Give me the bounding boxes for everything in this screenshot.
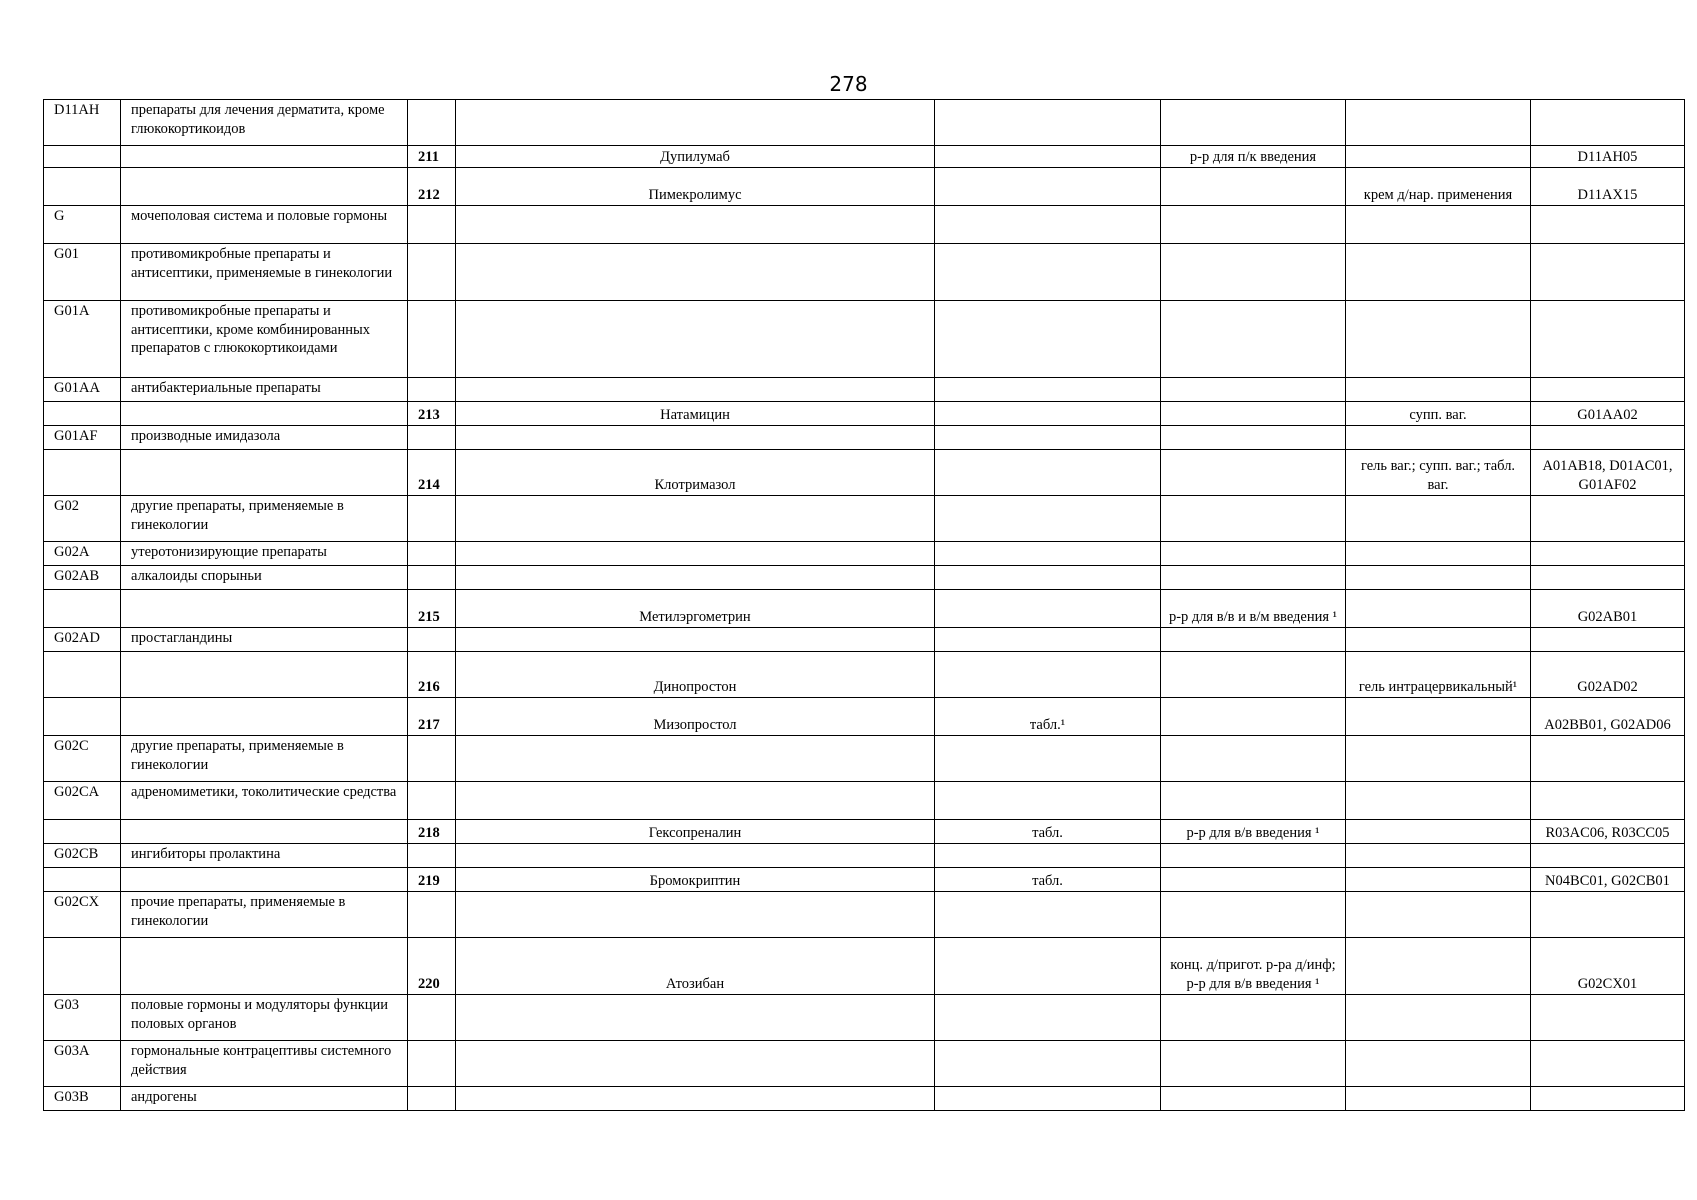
form-injection-cell	[1161, 378, 1346, 402]
code-cell: G02CX	[44, 892, 121, 938]
drug-name-cell	[456, 426, 935, 450]
description-cell	[121, 938, 408, 995]
form-other-cell	[1346, 301, 1531, 378]
form-other-cell	[1346, 782, 1531, 820]
description-cell: мочеполовая система и половые гормоны	[121, 206, 408, 244]
form-injection-cell	[1161, 100, 1346, 146]
form-tablet-cell	[935, 566, 1161, 590]
form-injection-cell	[1161, 628, 1346, 652]
form-other-cell	[1346, 938, 1531, 995]
drug-name-cell	[456, 782, 935, 820]
form-tablet-cell	[935, 496, 1161, 542]
number-cell	[408, 844, 456, 868]
table-row	[44, 1087, 1685, 1111]
drug-name-cell	[456, 542, 935, 566]
form-tablet-cell	[935, 378, 1161, 402]
form-injection-cell	[1161, 206, 1346, 244]
number-cell	[408, 566, 456, 590]
description-cell	[121, 168, 408, 206]
form-tablet-cell	[935, 590, 1161, 628]
form-other-cell	[1346, 590, 1531, 628]
form-injection-cell	[1161, 652, 1346, 698]
form-injection-cell	[1161, 542, 1346, 566]
table-row	[44, 206, 1685, 244]
form-injection-cell	[1161, 1087, 1346, 1111]
description-cell: андрогены	[121, 1087, 408, 1111]
number-cell: 212	[408, 168, 456, 206]
atc-code-cell	[1531, 496, 1685, 542]
form-injection-cell	[1161, 450, 1346, 496]
form-tablet-cell	[935, 146, 1161, 168]
form-other-cell: гель интрацервикальный¹	[1346, 652, 1531, 698]
form-tablet-cell	[935, 402, 1161, 426]
table-row	[44, 995, 1685, 1041]
atc-code-cell: A02BB01, G02AD06	[1531, 698, 1685, 736]
table-row	[44, 868, 1685, 892]
description-cell	[121, 146, 408, 168]
code-cell: G01A	[44, 301, 121, 378]
drug-name-cell: Динопростон	[456, 652, 935, 698]
form-tablet-cell	[935, 426, 1161, 450]
atc-code-cell	[1531, 782, 1685, 820]
drug-name-cell: Натамицин	[456, 402, 935, 426]
form-other-cell	[1346, 698, 1531, 736]
number-cell	[408, 782, 456, 820]
drug-name-cell	[456, 244, 935, 301]
form-tablet-cell: табл.	[935, 868, 1161, 892]
description-cell	[121, 868, 408, 892]
number-cell: 215	[408, 590, 456, 628]
code-cell	[44, 652, 121, 698]
table-row	[44, 301, 1685, 378]
table-row	[44, 844, 1685, 868]
atc-code-cell	[1531, 844, 1685, 868]
description-cell: половые гормоны и модуляторы функции половых органов	[121, 995, 408, 1041]
page-number: 278	[829, 72, 868, 96]
description-cell	[121, 450, 408, 496]
description-cell	[121, 590, 408, 628]
table-row	[44, 628, 1685, 652]
description-cell: производные имидазола	[121, 426, 408, 450]
table-row	[44, 378, 1685, 402]
number-cell: 219	[408, 868, 456, 892]
form-injection-cell	[1161, 244, 1346, 301]
drug-name-cell: Бромокриптин	[456, 868, 935, 892]
form-tablet-cell	[935, 736, 1161, 782]
number-cell	[408, 892, 456, 938]
description-cell: утеротонизирующие препараты	[121, 542, 408, 566]
description-cell	[121, 652, 408, 698]
description-cell: противомикробные препараты и антисептики, применяемые в гинекологии	[121, 244, 408, 301]
form-injection-cell: конц. д/пригот. р-ра д/инф; р-р для в/в введения ¹	[1161, 938, 1346, 995]
form-tablet-cell	[935, 168, 1161, 206]
code-cell	[44, 146, 121, 168]
atc-code-cell	[1531, 736, 1685, 782]
code-cell: G02CB	[44, 844, 121, 868]
drug-name-cell	[456, 628, 935, 652]
table-row	[44, 698, 1685, 736]
table-row	[44, 244, 1685, 301]
atc-code-cell	[1531, 100, 1685, 146]
code-cell: G02A	[44, 542, 121, 566]
form-other-cell	[1346, 892, 1531, 938]
form-tablet-cell	[935, 1087, 1161, 1111]
code-cell: G01	[44, 244, 121, 301]
number-cell	[408, 244, 456, 301]
form-other-cell	[1346, 1041, 1531, 1087]
form-injection-cell	[1161, 1041, 1346, 1087]
drug-table	[43, 99, 1685, 1111]
form-other-cell	[1346, 146, 1531, 168]
form-tablet-cell	[935, 782, 1161, 820]
form-other-cell	[1346, 844, 1531, 868]
number-cell: 214	[408, 450, 456, 496]
number-cell	[408, 206, 456, 244]
number-cell	[408, 378, 456, 402]
atc-code-cell: G01AA02	[1531, 402, 1685, 426]
description-cell: антибактериальные препараты	[121, 378, 408, 402]
drug-name-cell	[456, 995, 935, 1041]
drug-name-cell: Атозибан	[456, 938, 935, 995]
number-cell	[408, 1087, 456, 1111]
atc-code-cell	[1531, 542, 1685, 566]
atc-code-cell	[1531, 301, 1685, 378]
drug-name-cell: Гексопреналин	[456, 820, 935, 844]
form-tablet-cell	[935, 450, 1161, 496]
table-row	[44, 736, 1685, 782]
drug-name-cell: Дупилумаб	[456, 146, 935, 168]
atc-code-cell: D11AH05	[1531, 146, 1685, 168]
number-cell	[408, 1041, 456, 1087]
code-cell: D11AH	[44, 100, 121, 146]
code-cell	[44, 450, 121, 496]
form-injection-cell: р-р для в/в введения ¹	[1161, 820, 1346, 844]
code-cell	[44, 938, 121, 995]
code-cell	[44, 820, 121, 844]
form-tablet-cell: табл.	[935, 820, 1161, 844]
form-injection-cell: р-р для в/в и в/м введения ¹	[1161, 590, 1346, 628]
atc-code-cell	[1531, 566, 1685, 590]
description-cell	[121, 698, 408, 736]
form-tablet-cell	[935, 892, 1161, 938]
number-cell	[408, 542, 456, 566]
drug-name-cell	[456, 1041, 935, 1087]
description-cell: препараты для лечения дерматита, кроме глюкокортикоидов	[121, 100, 408, 146]
drug-name-cell: Метилэргометрин	[456, 590, 935, 628]
form-tablet-cell	[935, 844, 1161, 868]
code-cell: G	[44, 206, 121, 244]
form-injection-cell	[1161, 868, 1346, 892]
atc-code-cell: G02AB01	[1531, 590, 1685, 628]
description-cell: простагландины	[121, 628, 408, 652]
table-row	[44, 1041, 1685, 1087]
drug-name-cell	[456, 844, 935, 868]
form-tablet-cell	[935, 938, 1161, 995]
number-cell	[408, 628, 456, 652]
number-cell	[408, 100, 456, 146]
table-row	[44, 782, 1685, 820]
table-row	[44, 426, 1685, 450]
drug-name-cell	[456, 496, 935, 542]
code-cell: G03B	[44, 1087, 121, 1111]
form-injection-cell	[1161, 402, 1346, 426]
atc-code-cell	[1531, 892, 1685, 938]
atc-code-cell	[1531, 628, 1685, 652]
number-cell	[408, 995, 456, 1041]
description-cell	[121, 402, 408, 426]
description-cell: прочие препараты, применяемые в гинекологии	[121, 892, 408, 938]
code-cell: G02CA	[44, 782, 121, 820]
form-injection-cell: р-р для п/к введения	[1161, 146, 1346, 168]
form-other-cell	[1346, 820, 1531, 844]
form-tablet-cell	[935, 652, 1161, 698]
form-other-cell	[1346, 496, 1531, 542]
drug-name-cell	[456, 100, 935, 146]
number-cell	[408, 736, 456, 782]
code-cell	[44, 698, 121, 736]
atc-code-cell: A01AB18, D01AC01, G01AF02	[1531, 450, 1685, 496]
code-cell: G01AF	[44, 426, 121, 450]
drug-name-cell	[456, 206, 935, 244]
drug-name-cell	[456, 566, 935, 590]
form-other-cell	[1346, 736, 1531, 782]
form-tablet-cell	[935, 1041, 1161, 1087]
drug-name-cell	[456, 378, 935, 402]
drug-name-cell	[456, 736, 935, 782]
form-injection-cell	[1161, 892, 1346, 938]
table-row	[44, 168, 1685, 206]
table-row	[44, 652, 1685, 698]
atc-code-cell: N04BC01, G02CB01	[1531, 868, 1685, 892]
table-row	[44, 496, 1685, 542]
code-cell: G02C	[44, 736, 121, 782]
form-other-cell	[1346, 628, 1531, 652]
code-cell	[44, 868, 121, 892]
description-cell: противомикробные препараты и антисептики, кроме комбинированных препаратов с глюкокортикоидами	[121, 301, 408, 378]
form-tablet-cell	[935, 100, 1161, 146]
form-injection-cell	[1161, 168, 1346, 206]
code-cell: G01AA	[44, 378, 121, 402]
table-row	[44, 938, 1685, 995]
form-injection-cell	[1161, 698, 1346, 736]
drug-name-cell	[456, 892, 935, 938]
atc-code-cell	[1531, 244, 1685, 301]
form-other-cell	[1346, 244, 1531, 301]
code-cell: G02	[44, 496, 121, 542]
atc-code-cell	[1531, 1041, 1685, 1087]
drug-name-cell	[456, 301, 935, 378]
form-tablet-cell: табл.¹	[935, 698, 1161, 736]
code-cell: G03A	[44, 1041, 121, 1087]
code-cell	[44, 402, 121, 426]
form-tablet-cell	[935, 628, 1161, 652]
description-cell: алкалоиды спорыньи	[121, 566, 408, 590]
form-other-cell	[1346, 100, 1531, 146]
atc-code-cell	[1531, 378, 1685, 402]
form-other-cell: крем д/нар. применения	[1346, 168, 1531, 206]
form-other-cell	[1346, 542, 1531, 566]
atc-code-cell	[1531, 206, 1685, 244]
table-row	[44, 450, 1685, 496]
form-other-cell	[1346, 1087, 1531, 1111]
number-cell	[408, 301, 456, 378]
table-row	[44, 566, 1685, 590]
form-injection-cell	[1161, 301, 1346, 378]
form-other-cell	[1346, 868, 1531, 892]
table-row	[44, 146, 1685, 168]
number-cell: 218	[408, 820, 456, 844]
form-other-cell: супп. ваг.	[1346, 402, 1531, 426]
form-other-cell	[1346, 206, 1531, 244]
form-tablet-cell	[935, 995, 1161, 1041]
table-row	[44, 542, 1685, 566]
form-other-cell	[1346, 995, 1531, 1041]
form-injection-cell	[1161, 736, 1346, 782]
drug-name-cell: Клотримазол	[456, 450, 935, 496]
code-cell	[44, 168, 121, 206]
code-cell: G03	[44, 995, 121, 1041]
form-tablet-cell	[935, 542, 1161, 566]
form-other-cell: гель ваг.; супп. ваг.; табл. ваг.	[1346, 450, 1531, 496]
form-injection-cell	[1161, 844, 1346, 868]
atc-code-cell	[1531, 426, 1685, 450]
table-row	[44, 820, 1685, 844]
form-injection-cell	[1161, 995, 1346, 1041]
form-other-cell	[1346, 566, 1531, 590]
number-cell: 216	[408, 652, 456, 698]
number-cell: 217	[408, 698, 456, 736]
atc-code-cell: G02AD02	[1531, 652, 1685, 698]
description-cell	[121, 820, 408, 844]
table-row	[44, 892, 1685, 938]
number-cell: 220	[408, 938, 456, 995]
drug-name-cell: Пимекролимус	[456, 168, 935, 206]
form-injection-cell	[1161, 426, 1346, 450]
code-cell: G02AD	[44, 628, 121, 652]
atc-code-cell: R03AC06, R03CC05	[1531, 820, 1685, 844]
atc-code-cell: D11AX15	[1531, 168, 1685, 206]
form-injection-cell	[1161, 782, 1346, 820]
description-cell: ингибиторы пролактина	[121, 844, 408, 868]
number-cell: 211	[408, 146, 456, 168]
description-cell: гормональные контрацептивы системного действия	[121, 1041, 408, 1087]
code-cell	[44, 590, 121, 628]
table-row	[44, 402, 1685, 426]
drug-name-cell	[456, 1087, 935, 1111]
form-tablet-cell	[935, 206, 1161, 244]
number-cell	[408, 496, 456, 542]
form-tablet-cell	[935, 244, 1161, 301]
code-cell: G02AB	[44, 566, 121, 590]
atc-code-cell	[1531, 1087, 1685, 1111]
form-other-cell	[1346, 426, 1531, 450]
drug-name-cell: Мизопростол	[456, 698, 935, 736]
form-other-cell	[1346, 378, 1531, 402]
number-cell	[408, 426, 456, 450]
atc-code-cell: G02CX01	[1531, 938, 1685, 995]
form-injection-cell	[1161, 566, 1346, 590]
table-row	[44, 100, 1685, 146]
description-cell: другие препараты, применяемые в гинекологии	[121, 736, 408, 782]
number-cell: 213	[408, 402, 456, 426]
atc-code-cell	[1531, 995, 1685, 1041]
description-cell: адреномиметики, токолитические средства	[121, 782, 408, 820]
form-injection-cell	[1161, 496, 1346, 542]
description-cell: другие препараты, применяемые в гинекологии	[121, 496, 408, 542]
table-row	[44, 590, 1685, 628]
form-tablet-cell	[935, 301, 1161, 378]
